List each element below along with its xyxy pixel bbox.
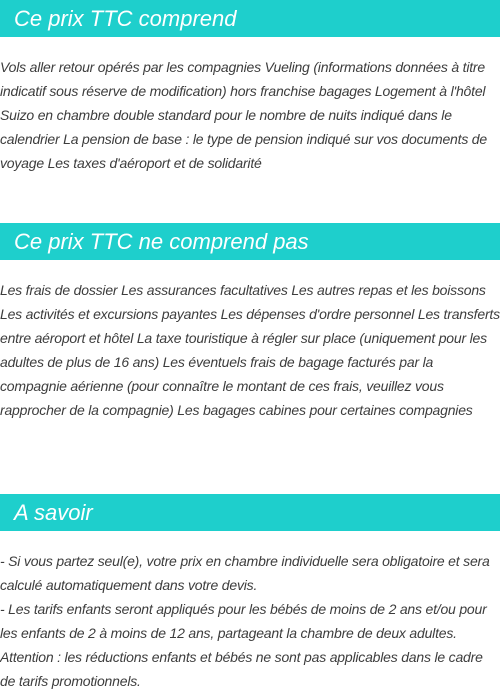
section-body-excludes — [0, 278, 500, 422]
section-paragraph: Vols aller retour opérés par les compagnies Vueling (informations données à titre indicatif sous réserve de modification) hors franchise bagages Logement à l'hôtel Suizo en chambre double standard pour le nombre de nuits indiqué dans le calendrier La pension de base : le type de pension indiqué sur vos documents de voyage Les taxes d'aéroport et de solidarité — [0, 59, 487, 171]
section-body-to-know — [0, 549, 500, 693]
section-header-to-know — [0, 494, 500, 531]
section-title: Ce prix TTC comprend — [14, 5, 237, 31]
section-header-includes — [0, 0, 500, 37]
section-paragraph: - Les tarifs enfants seront appliqués pour les bébés de moins de 2 ans et/ou pour les enfants de 2 à moins de 12 ans, partageant la chambre de deux adultes. Attention : les réductions enfants et bébés ne sont pas applicables dans le cadre de tarifs promotionnels. — [0, 601, 487, 689]
section-title: A savoir — [14, 499, 93, 525]
section-paragraph: Les frais de dossier Les assurances facultatives Les autres repas et les boissons Les activités et excursions payantes Les dépenses d'ordre personnel Les transferts entre aéroport et hôtel La taxe touristique à régler sur place (uniquement pour les adultes de plus de 16 ans) Les éventuels frais de bagage facturés par la compagnie aérienne (pour connaître le montant de ces frais, veuillez vous rapprocher de la compagnie) Les bagages cabines pour certaines compagnies — [0, 282, 500, 418]
section-body-includes — [0, 55, 500, 175]
section-title: Ce prix TTC ne comprend pas — [14, 228, 309, 254]
section-header-excludes — [0, 223, 500, 260]
section-paragraph: - Si vous partez seul(e), votre prix en chambre individuelle sera obligatoire et sera calculé automatiquement dans votre devis. — [0, 553, 490, 593]
